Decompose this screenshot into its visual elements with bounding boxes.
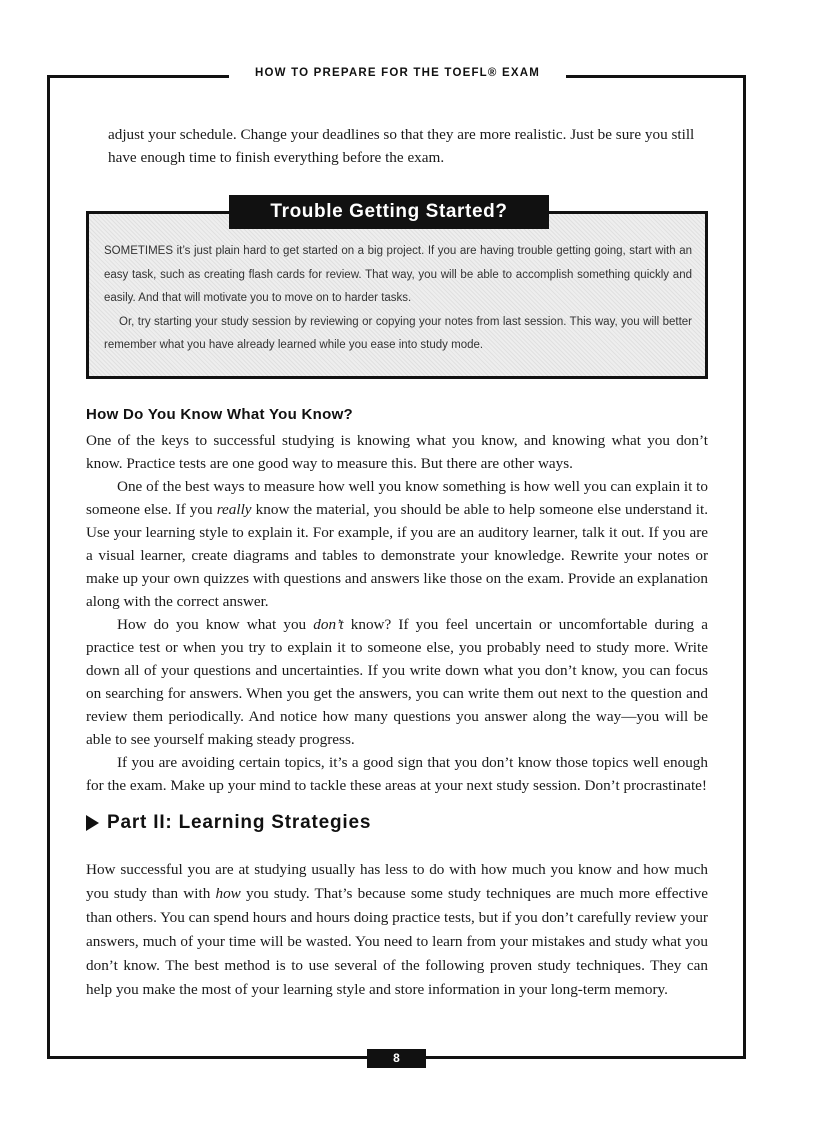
- body-paragraph: One of the keys to successful studying is knowing what you know, and knowing what you don’t know. Practice tests are one good way to measure this. But there are other ways.: [86, 432, 708, 472]
- emphasis: how: [215, 885, 241, 902]
- sidebar-title: Trouble Getting Started?: [229, 195, 549, 229]
- header-rule-left: [47, 75, 229, 78]
- sidebar-paragraph: SOMETIMES it’s just plain hard to get started on a big project. If you are having trouble getting going, start with an easy task, such as creating flash cards for review. That way, you will be able to accomplish something quickly and easily. And that will motivate you to move on to harder tasks.: [104, 245, 692, 304]
- running-header: HOW TO PREPARE FOR THE TOEFL® EXAM: [254, 67, 541, 79]
- part-heading-label: Part II: Learning Strategies: [107, 812, 372, 833]
- emphasis: don’t: [313, 616, 344, 633]
- section-heading: How Do You Know What You Know?: [86, 406, 354, 423]
- body-paragraph: How do you know what you don’t know? If you feel uncertain or uncomfortable during a practice test or when you try to explain it to someone else, you probably need to study more. Write down all of your questions and uncertainties. If you write down what you don’t know, you can focus on searching for answers. When you get the answers, you can write them out next to the question and review them periodically. And notice how many questions you answer along the way—you will be able to see yourself making steady progress.: [86, 616, 708, 748]
- sidebar-paragraph: Or, try starting your study session by reviewing or copying your notes from last session. This way, you will better remember what you have already learned while you ease into study mode.: [104, 315, 692, 351]
- emphasis: really: [216, 501, 252, 518]
- body-paragraph: If you are avoiding certain topics, it’s a good sign that you don’t know those topics well enough for the exam. Make up your mind to tackle these areas at your next study session. Don’t procrastinate!: [86, 754, 708, 794]
- page-frame-right: [743, 75, 746, 1059]
- part-heading: [86, 812, 371, 834]
- footer-rule-right: [426, 1056, 746, 1059]
- header-rule-right: [566, 75, 746, 78]
- sidebar-body: [104, 240, 692, 358]
- page-frame-left: [47, 75, 50, 1059]
- page-number: 8: [367, 1049, 426, 1068]
- body-paragraph: One of the best ways to measure how well you know something is how well you can explain it to someone else. If you really know the material, you should be able to help someone else understand it. Use your learning style to explain it. For example, if you are an auditory learner, talk it out. If you are a visual learner, create diagrams and tables to demonstrate your knowledge. Rewrite your notes or make up your own quizzes with questions and answers like those on the exam. Provide an explanation along with the correct answer.: [86, 478, 709, 610]
- triangle-bullet-icon: [86, 815, 99, 831]
- part-paragraph: How successful you are at studying usually has less to do with how much you know and how much you study than with how you study. That’s because some study techniques are much more effective than others. You can spend hours and hours doing practice tests, but if you don’t carefully review your answers, much of your time will be wasted. You need to learn from your mistakes and study what you don’t know. The best method is to use several of the following proven study techniques. They can help you make the most of your learning style and store information in your long-term memory.: [86, 861, 708, 998]
- intro-paragraph: adjust your schedule. Change your deadlines so that they are more realistic. Just be sure you still have enough time to finish everything before the exam.: [108, 126, 695, 166]
- section-body: [86, 429, 708, 797]
- footer-rule-left: [47, 1056, 367, 1059]
